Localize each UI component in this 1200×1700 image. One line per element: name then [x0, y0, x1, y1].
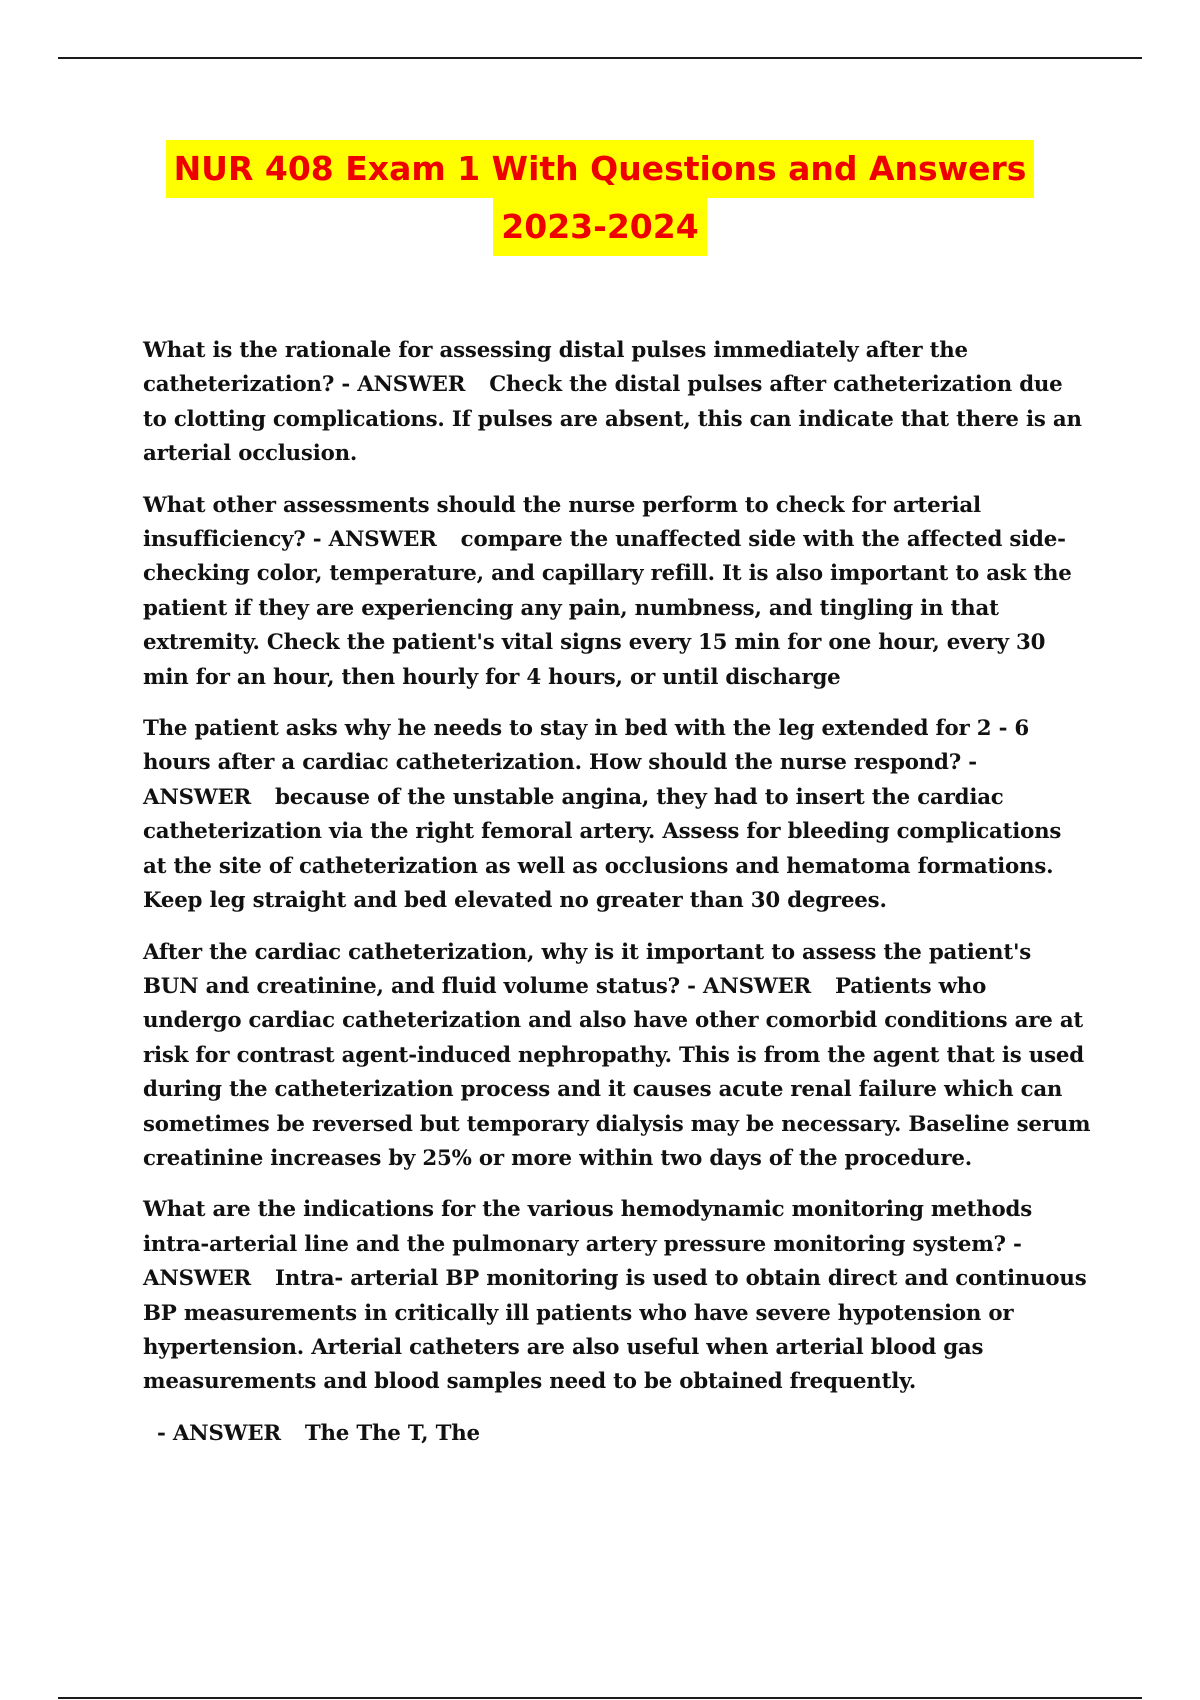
footer-rule	[58, 1697, 1142, 1699]
question-text: After the cardiac catheterization, why is it important to assess the patient's BUN and creatinine, and fluid volume status?	[143, 939, 1032, 999]
answer-label: - ANSWER	[157, 1420, 281, 1446]
qa-item	[143, 489, 1091, 695]
qa-list	[143, 334, 1091, 1468]
question-text: The patient asks why he needs to stay in bed with the leg extended for 2 - 6 hours after a cardiac catheterization. How should the nurse respond?	[143, 716, 1030, 776]
answer-text: because of the unstable angina, they had to insert the cardiac catheterization via the right femoral artery. Assess for bleeding complications at the site of catheterization as well as occlusions and hematoma formations. Keep leg straight and bed elevated no greater than 30 degrees.	[143, 784, 1062, 914]
answer-text: Intra- arterial BP monitoring is used to obtain direct and continuous BP measurements in critically ill patients who have severe hypotension or hypertension. Arterial catheters are also useful when arterial blood gas measurements and blood samples need to be obtained frequently.	[143, 1266, 1087, 1395]
answer-label: - ANSWER	[687, 973, 812, 999]
qa-item	[143, 1417, 1091, 1451]
document-title	[60, 140, 1140, 256]
question-text: What is the rationale for assessing distal pulses immediately after the catheterization?	[143, 338, 968, 398]
answer-text: The The T, The	[304, 1420, 480, 1446]
header-rule	[58, 57, 1142, 59]
answer-label: - ANSWER	[312, 527, 437, 553]
answer-label: - ANSWER	[143, 1231, 1022, 1292]
qa-item	[143, 1193, 1091, 1399]
answer-text: Check the distal pulses after catheterization due to clotting complications. If pulses are absent, this can indicate that there is an arterial occlusion.	[143, 372, 1082, 467]
qa-item	[143, 712, 1091, 918]
answer-text: Patients who undergo cardiac catheterization and also have other comorbid conditions are at risk for contrast agent-induced nephropathy. This is from the agent that is used during the catheterization process and it causes acute renal failure which can sometimes be reversed but temporary dialysis may be necessary. Baseline serum creatinine increases by 25% or more within two days of the procedure.	[143, 973, 1091, 1171]
question-text: What other assessments should the nurse perform to check for arterial insufficiency?	[143, 492, 981, 553]
answer-label: - ANSWER	[341, 372, 466, 398]
title-line-2: 2023-2024	[493, 198, 706, 256]
answer-label: - ANSWER	[143, 750, 977, 810]
question-text: What are the indications for the various hemodynamic monitoring methods intra-arterial line and the pulmonary artery pressure monitoring system?	[143, 1197, 1033, 1257]
answer-text: compare the unaffected side with the affected side-checking color, temperature, and capillary refill. It is also important to ask the patient if they are experiencing any pain, numbness, and tingling in that extremity. Check the patient's vital signs every 15 min for one hour, every 30 min for an hour, then hourly for 4 hours, or until discharge	[143, 527, 1072, 690]
qa-item	[143, 334, 1091, 472]
qa-item	[143, 936, 1091, 1177]
title-line-1: NUR 408 Exam 1 With Questions and Answers	[166, 140, 1035, 198]
